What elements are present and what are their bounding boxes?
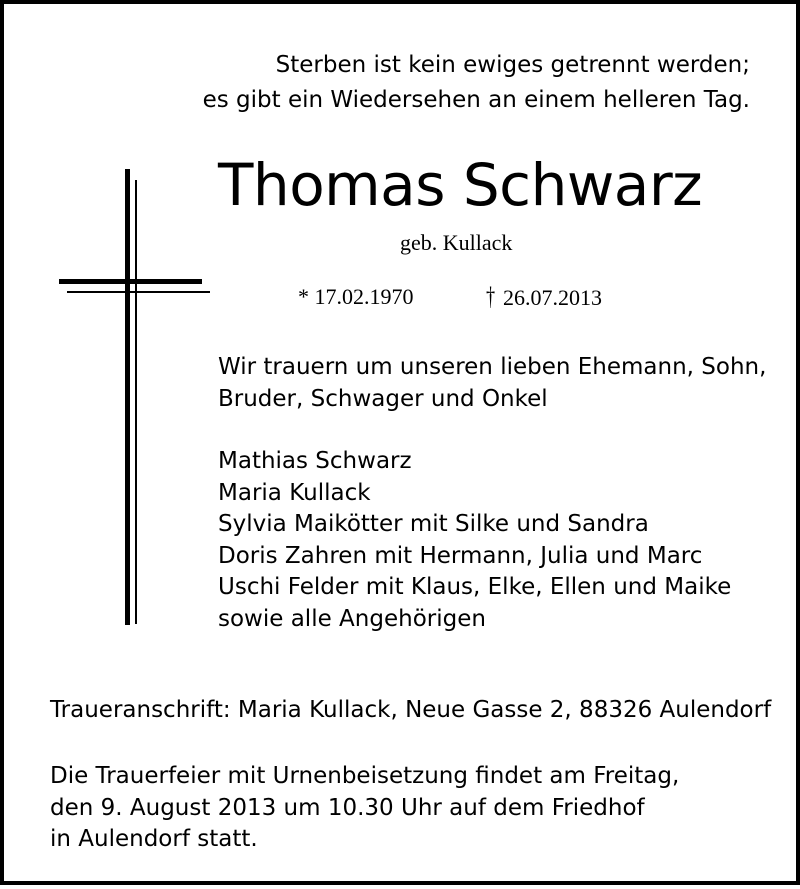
cross-vertical-bar <box>125 169 130 625</box>
quote-line-1: Sterben ist kein ewiges getrennt werden; <box>275 52 750 78</box>
birth-date: * 17.02.1970 <box>298 284 414 309</box>
mourner-item: Maria Kullack <box>218 479 371 506</box>
quote-line-2: es gibt ein Wiedersehen an einem helleren Tag. <box>202 87 750 113</box>
cross-horizontal-bar <box>59 279 202 284</box>
grief-line: Bruder, Schwager und Onkel <box>218 385 548 412</box>
mourning-address: Traueranschrift: Maria Kullack, Neue Gasse 2, 88326 Aulendorf <box>50 697 772 723</box>
mourners-list <box>218 446 731 635</box>
deceased-name: Thomas Schwarz <box>218 151 703 219</box>
mourner-item: Sylvia Maikötter mit Silke und Sandra <box>218 511 649 537</box>
service-line: den 9. August 2013 um 10.30 Uhr auf dem Friedhof <box>50 794 645 821</box>
death-date: 26.07.2013 <box>503 285 602 310</box>
mourner-item: Doris Zahren mit Hermann, Julia und Marc <box>218 542 703 569</box>
mourner-item: Mathias Schwarz <box>218 448 412 474</box>
cross-horizontal-shadow <box>67 291 210 293</box>
funeral-service-info <box>50 761 679 856</box>
service-line: Die Trauerfeier mit Urnenbeisetzung findet am Freitag, <box>50 763 680 789</box>
death-date-line <box>484 282 602 313</box>
grief-statement <box>218 352 766 415</box>
dagger-icon: † <box>485 282 496 311</box>
cross-vertical-shadow <box>135 180 137 624</box>
mourner-item: sowie alle Angehörigen <box>218 605 486 632</box>
service-line: in Aulendorf statt. <box>50 826 258 852</box>
grief-line: Wir trauern um unseren lieben Ehemann, Sohn, <box>218 354 767 380</box>
mourner-item: Uschi Felder mit Klaus, Elke, Ellen und Maike <box>218 574 732 600</box>
maiden-name: geb. Kullack <box>400 230 513 255</box>
